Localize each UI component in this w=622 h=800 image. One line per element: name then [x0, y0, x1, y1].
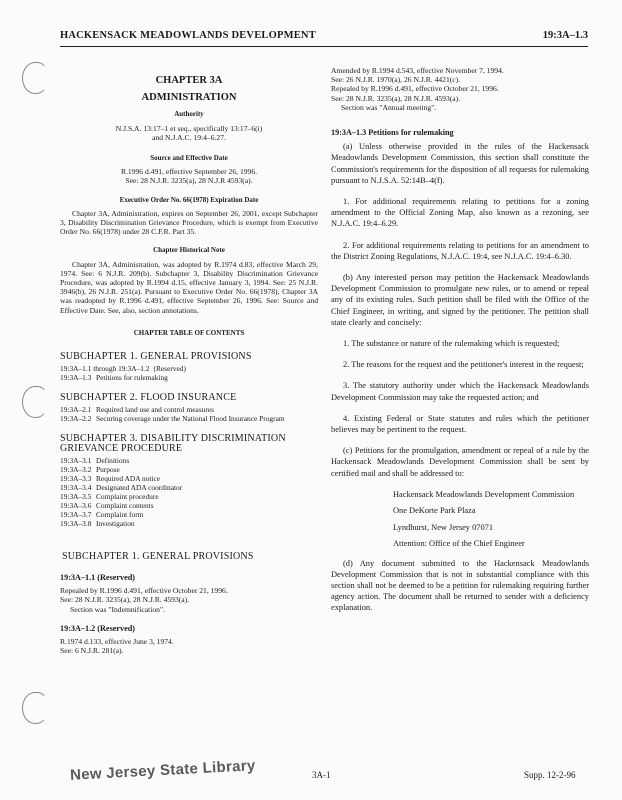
toc-row: [60, 483, 318, 492]
toc-row: [60, 465, 318, 474]
paragraph-a-2: 2. For additional requirements relating to petitions for an amendment to the District Zoning Regulations, N.J.A.C. 19:4, see N.J.A.C. 19:4–6.30.: [331, 240, 589, 261]
history-note: Section was "Annual meeting".: [341, 102, 437, 112]
toc-subchapter: [60, 434, 318, 527]
toc-row: [60, 492, 318, 501]
paragraph-b: (b) Any interested person may petition the Hackensack Meadowlands Development Commission to promulgate new rules, or to amend or repeal any of its existing rules. Such petition shall be filed with the Office of the Chief Engineer, in writing, and signed by the petitioner. The petition shall state clearly and concisely:: [331, 273, 589, 327]
toc-subchapter-title: SUBCHAPTER 1. GENERAL PROVISIONS: [60, 351, 252, 363]
toc-subchapter: [60, 393, 318, 423]
paragraph-c: (c) Petitions for the promulgation, amendment or repeal of a rule by the Hackensack Meadowlands Development Commission shall be sent by certified mail and shall be addressed to:: [331, 446, 589, 478]
address-line: Attention: Office of the Chief Engineer: [393, 539, 525, 549]
toc-heading: CHAPTER TABLE OF CONTENTS: [133, 328, 245, 337]
right-column: [331, 66, 589, 624]
toc-subchapter-title: SUBCHAPTER 2. FLOOD INSURANCE: [60, 392, 237, 404]
section-heading: 19:3A–1.1 (Reserved): [60, 573, 136, 583]
exec-order-text: Chapter 3A, Administration, expires on September 26, 2001, except Subchapter 3, Disability Discrimination Grievance Procedure, which is exempt from Executive Order No. 66(1978) under 28 C.F.R. Part 35.: [60, 208, 318, 237]
paragraph-d: (d) Any document submitted to the Hackensack Meadowlands Development Commission that is not in substantial compliance with this section shall not be deemed to be a petition for rulemaking requiring further agency action. The document shall be returned to sender with a deficiency explanation.: [331, 558, 589, 613]
toc-row: [60, 519, 318, 528]
toc-section-title: Required land use and control measures: [96, 405, 215, 415]
toc-row: [60, 364, 318, 373]
toc-section-title: Complaint form: [96, 509, 144, 519]
toc-section-title: Purpose: [96, 464, 120, 474]
punch-hole-mark: [22, 386, 48, 418]
toc-row: [60, 510, 318, 519]
section-note: R.1974 d.133, effective June 3, 1974.: [60, 637, 174, 647]
source-line: See: 28 N.J.R. 3235(a), 28 N.J.R 4593(a).: [125, 176, 253, 186]
toc-row: [60, 373, 318, 382]
toc-section-title: Petitions for rulemaking: [96, 373, 168, 383]
toc-section-number: 19:3A–2.2: [60, 414, 92, 424]
toc-section-number: 19:3A–3.8: [60, 518, 92, 528]
library-stamp: New Jersey State Library: [69, 757, 256, 784]
history-note: See: 28 N.J.R. 3235(a), 28 N.J.R. 4593(a).: [331, 93, 461, 103]
toc-subchapter: [60, 352, 318, 382]
toc-row: [60, 474, 318, 483]
subchapter-heading: SUBCHAPTER 1. GENERAL PROVISIONS: [62, 550, 254, 562]
address-line: Hackensack Meadowlands Development Commission: [393, 489, 575, 499]
header-section-number: 19:3A–1.3: [542, 30, 588, 41]
chapter-name: ADMINISTRATION: [141, 92, 237, 104]
section-note: Repealed by R.1996 d.491, effective October 21, 1996.: [60, 586, 228, 596]
paragraph-b-1: 1. The substance or nature of the rulemaking which is requested;: [343, 339, 560, 349]
source-line: R.1996 d.491, effective September 26, 1996.: [120, 167, 258, 177]
toc-section-title: Complaint procedure: [96, 491, 159, 501]
source-heading: Source and Effective Date: [150, 154, 228, 163]
toc-section-number: 19:3A–1.3: [60, 373, 92, 383]
toc-row: [60, 456, 318, 465]
supplement-date: Supp. 12-2-96: [524, 770, 576, 780]
historical-note-text: Chapter 3A, Administration, was adopted by R.1974 d.83, effective March 29, 1974. See: 6 N.J.R. 209(b). Subchapter 3, Disability Discrimination Grievance Procedure, was adopted by R.1994 d.15, effective January 3, 1994. See: 25 N.J.R. 3946(b), 26 N.J.R. 251(a). Pursuant to Executive Order No. 66(1978), Chapter 3A was readopted by R.1996 d.491, effective September 26, 1996. See: Source and Effective Date. See, also, section annotations.: [60, 259, 318, 315]
toc-section-title: Investigation: [96, 518, 135, 528]
toc-section-number: 19:3A–3.5: [60, 491, 92, 501]
paragraph-a-1: 1. For additional requirements relating to petitions for a zoning amendment to the Official Zoning Map, also known as a rezoning, see N.J.A.C. 19:4–6.29.: [331, 197, 589, 229]
section-heading: 19:3A–1.2 (Reserved): [60, 623, 136, 633]
toc-row: [60, 501, 318, 510]
section-heading: 19:3A–1.3 Petitions for rulemaking: [331, 128, 454, 138]
chapter-number: CHAPTER 3A: [155, 75, 223, 86]
punch-hole-mark: [22, 62, 48, 94]
section-note: See: 6 N.J.R. 281(a).: [60, 646, 124, 656]
section-note: See: 28 N.J.R. 3235(a), 28 N.J.R. 4593(a).: [60, 595, 190, 605]
running-header: [60, 30, 588, 47]
toc-section-number: 19:3A–2.1: [60, 405, 92, 415]
exec-order-heading: Executive Order No. 66(1978) Expiration Date: [119, 195, 259, 204]
toc-section-title: (Reserved): [153, 364, 186, 374]
authority-line: and N.J.A.C. 19:4–6.27.: [152, 132, 226, 142]
header-title: HACKENSACK MEADOWLANDS DEVELOPMENT: [60, 30, 316, 41]
historical-note-heading: Chapter Historical Note: [153, 246, 225, 255]
section-note: Section was "Indemnification".: [70, 604, 165, 614]
toc-section-title: Definitions: [96, 455, 130, 465]
toc-row: [60, 414, 318, 423]
paragraph-b-3: 3. The statutory authority under which the Hackensack Meadowlands Development Commission may take the requested action; and: [331, 381, 589, 402]
toc-subchapter-title: SUBCHAPTER 3. DISABILITY DISCRIMINATION GRIEVANCE PROCEDURE: [60, 433, 286, 454]
toc-section-number: 19:3A–3.7: [60, 509, 92, 519]
address-line: Lyndhurst, New Jersey 07071: [393, 522, 494, 532]
history-note: Amended by R.1994 d.543, effective November 7, 1994.: [331, 66, 504, 75]
toc-section-number: 19:3A–3.2: [60, 464, 92, 474]
toc-section-title: Complaint contents: [96, 500, 154, 510]
paragraph-b-4: 4. Existing Federal or State statutes and rules which the petitioner believes may be pertinent to the request.: [331, 413, 589, 435]
toc-section-number: 19:3A–3.1: [60, 455, 92, 465]
left-column: [60, 66, 318, 656]
authority-line: N.J.S.A. 13:17–1 et seq., specifically 13:17–6(i): [115, 123, 263, 133]
toc-section-title: Designated ADA coordinator: [96, 482, 183, 492]
toc-section-number: 19:3A–3.4: [60, 482, 92, 492]
toc-section-title: Required ADA notice: [96, 473, 161, 483]
history-note: Repealed by R.1996 d.491, effective October 21, 1996.: [331, 84, 499, 94]
toc-row: [60, 405, 318, 414]
address-line: One DeKorte Park Plaza: [393, 506, 476, 516]
toc-section-title: Securing coverage under the National Flood Insurance Program: [96, 414, 285, 424]
paragraph-b-2: 2. The reasons for the request and the petitioner's interest in the request;: [343, 360, 584, 370]
authority-heading: Authority: [174, 110, 204, 119]
toc-section-number: 19:3A–1.1 through 19:3A–1.2: [60, 364, 150, 374]
paragraph-a: (a) Unless otherwise provided in the rules of the Hackensack Meadowlands Development Commission, this section shall constitute the Commission's requirements for the disposition of all requests for rulemaking pursuant to N.J.S.A. 52:14B–4(f).: [331, 142, 589, 185]
punch-hole-mark: [22, 692, 48, 724]
mailing-address: [393, 489, 589, 550]
page-number: 3A-1: [312, 770, 331, 780]
history-note: See: 26 N.J.R. 1970(a), 26 N.J.R. 4421(c).: [331, 75, 461, 85]
table-of-contents: [60, 352, 318, 528]
toc-section-number: 19:3A–3.6: [60, 500, 92, 510]
toc-section-number: 19:3A–3.3: [60, 473, 92, 483]
